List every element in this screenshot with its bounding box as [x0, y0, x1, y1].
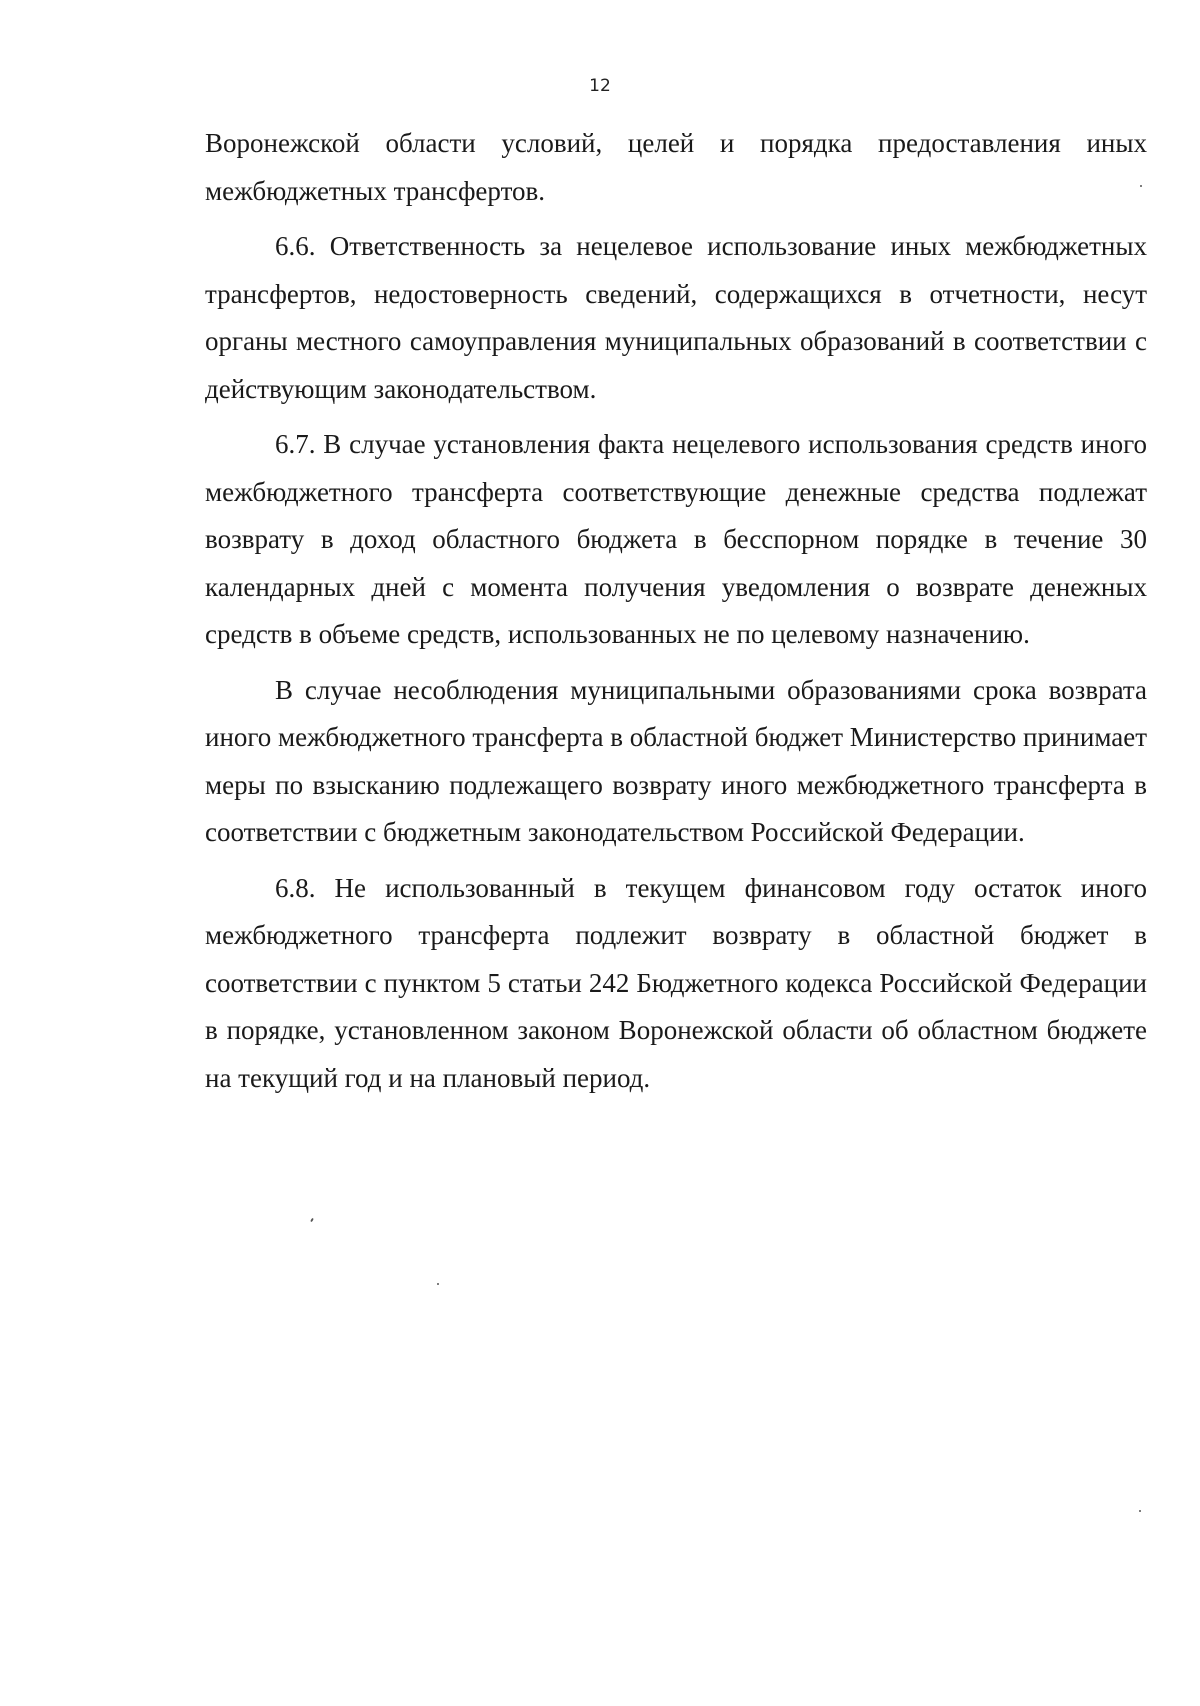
scan-speck: [310, 1218, 314, 1222]
scan-speck: [1139, 1510, 1141, 1512]
paragraph-6-8: 6.8. Не использованный в текущем финансовом году остаток иного межбюджетного трансферта подлежит возврату в областной бюджет в соответствии с пунктом 5 статьи 242 Бюджетного кодекса Российской Федерации в порядке, установленном законом Воронежской области об областном бюджете на текущий год и на плановый период.: [205, 872, 1147, 1093]
paragraph-6-6: 6.6. Ответственность за нецелевое использование иных межбюджетных трансфертов, недостоверность сведений, содержащихся в отчетности, несут органы местного самоуправления муниципальных образований в соответствии с действующим законодательством.: [205, 231, 1147, 404]
scan-speck: [437, 1283, 439, 1285]
paragraph-continuation: Воронежской области условий, целей и порядка предоставления иных межбюджетных трансфертов.: [205, 128, 1147, 206]
scan-speck: [1140, 185, 1142, 187]
document-body: [205, 120, 1147, 1102]
paragraph-6-7: 6.7. В случае установления факта нецелевого использования средств иного межбюджетного трансферта соответствующие денежные средства подлежат возврату в доход областного бюджета в бесспорном порядке в течение 30 календарных дней с момента получения уведомления о возврате денежных средств в объеме средств, использованных не по целевому назначению.: [205, 429, 1147, 649]
page-number: 12: [589, 76, 611, 96]
paragraph-non-compliance: В случае несоблюдения муниципальными образованиями срока возврата иного межбюджетного трансферта в областной бюджет Министерство принимает меры по взысканию подлежащего возврату иного межбюджетного трансферта в соответствии с бюджетным законодательством Российской Федерации.: [205, 674, 1147, 847]
